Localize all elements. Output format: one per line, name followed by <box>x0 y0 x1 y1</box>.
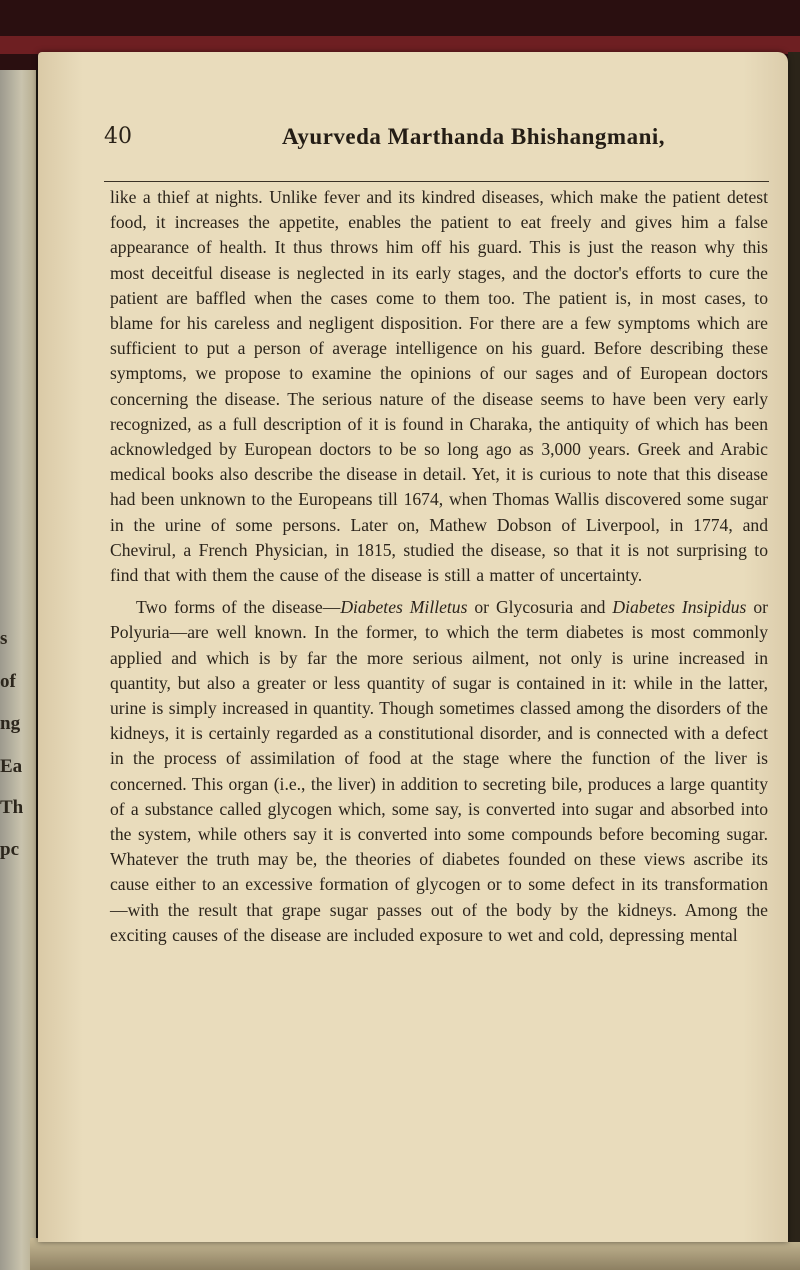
facing-page-fragment: pc <box>0 839 19 860</box>
paragraph-text: or Glycosuria and <box>467 597 613 618</box>
paragraph-text: or Polyuria—are well known. In the former, to which the term diabetes is most commonly applied and which is by far the more serious ailment, not only is urine increased in quantity, but also a greater or less quantity of sugar is contained in it: while in the latter, urine is simply increased in quantity. Though sometimes classed among the disorders of the kidneys, it is certainly regarded as a constitutional disorder, and is connected with a defect in the process of assimilation of food at the stage where the function of the liver is concerned. This organ (i.e., the liver) in addition to secreting bile, produces a large quantity of a substance called glycogen which, some say, is converted into sugar and absorbed into the system, while others say it is converted into some compounds before becoming sugar. Whatever the truth may be, the theories of diabetes founded on these views ascribe its cause either to an excessive formation of glycogen or to some defect in its transformation—with the result that grape sugar passes out of the body by the kidneys. Among the exciting causes of the disease are included exposure to wet and cold, depressing mental <box>110 597 768 945</box>
page-stack-bottom <box>30 1238 800 1270</box>
term-diabetes-insipidus: Diabetes Insipidus <box>612 597 747 618</box>
facing-page-fragment: Th <box>0 797 24 818</box>
page-header <box>104 122 764 162</box>
facing-page-fragment: of <box>0 671 16 692</box>
paragraph <box>110 595 768 948</box>
paragraph: like a thief at nights. Unlike fever and its kindred diseases, which make the patient detest food, it increases the appetite, enables the patient to eat freely and gives him a false appearance of health. It thus throws him off his guard. This is just the reason why this most deceitful disease is neglected in its early stages, and the doctor's efforts to cure the patient are baffled when the cases come to them too. The patient is, in most cases, to blame for his careless and negligent disposition. For there are a few symptoms which are sufficient to put a person of average intelligence on his guard. Before describing these symptoms, we propose to examine the opinions of our sages and of European doctors concerning the disease. The serious nature of the disease seems to have been very early recognized, as a full description of it is found in Charaka, the antiquity of which has been acknowledged by European doctors to be so long ago as 3,000 years. Greek and Arabic medical books also describe the disease in detail. Yet, it is curious to note that this disease had been unknown to the Europeans till 1674, when Thomas Wallis discovered some sugar in the urine of some persons. Later on, Mathew Dobson of Liverpool, in 1774, and Chevirul, a French Physician, in 1815, studied the disease, so that it is not surprising to find that with them the cause of the disease is still a matter of uncertainty. <box>110 187 768 586</box>
facing-page-fragment: ng <box>0 713 21 734</box>
paragraph-text: Two forms of the disease— <box>136 597 341 618</box>
facing-page-edge <box>0 70 36 1270</box>
right-page-shadow <box>788 52 800 1242</box>
header-rule <box>104 181 769 182</box>
running-title: Ayurveda Marthanda Bhishangmani, <box>282 124 666 149</box>
page-number: 40 <box>104 124 132 149</box>
body-text <box>110 185 768 948</box>
facing-page-fragment: s <box>0 628 8 649</box>
term-diabetes-milletus: Diabetes Milletus <box>340 597 468 618</box>
facing-page-fragment: Ea <box>0 756 23 777</box>
